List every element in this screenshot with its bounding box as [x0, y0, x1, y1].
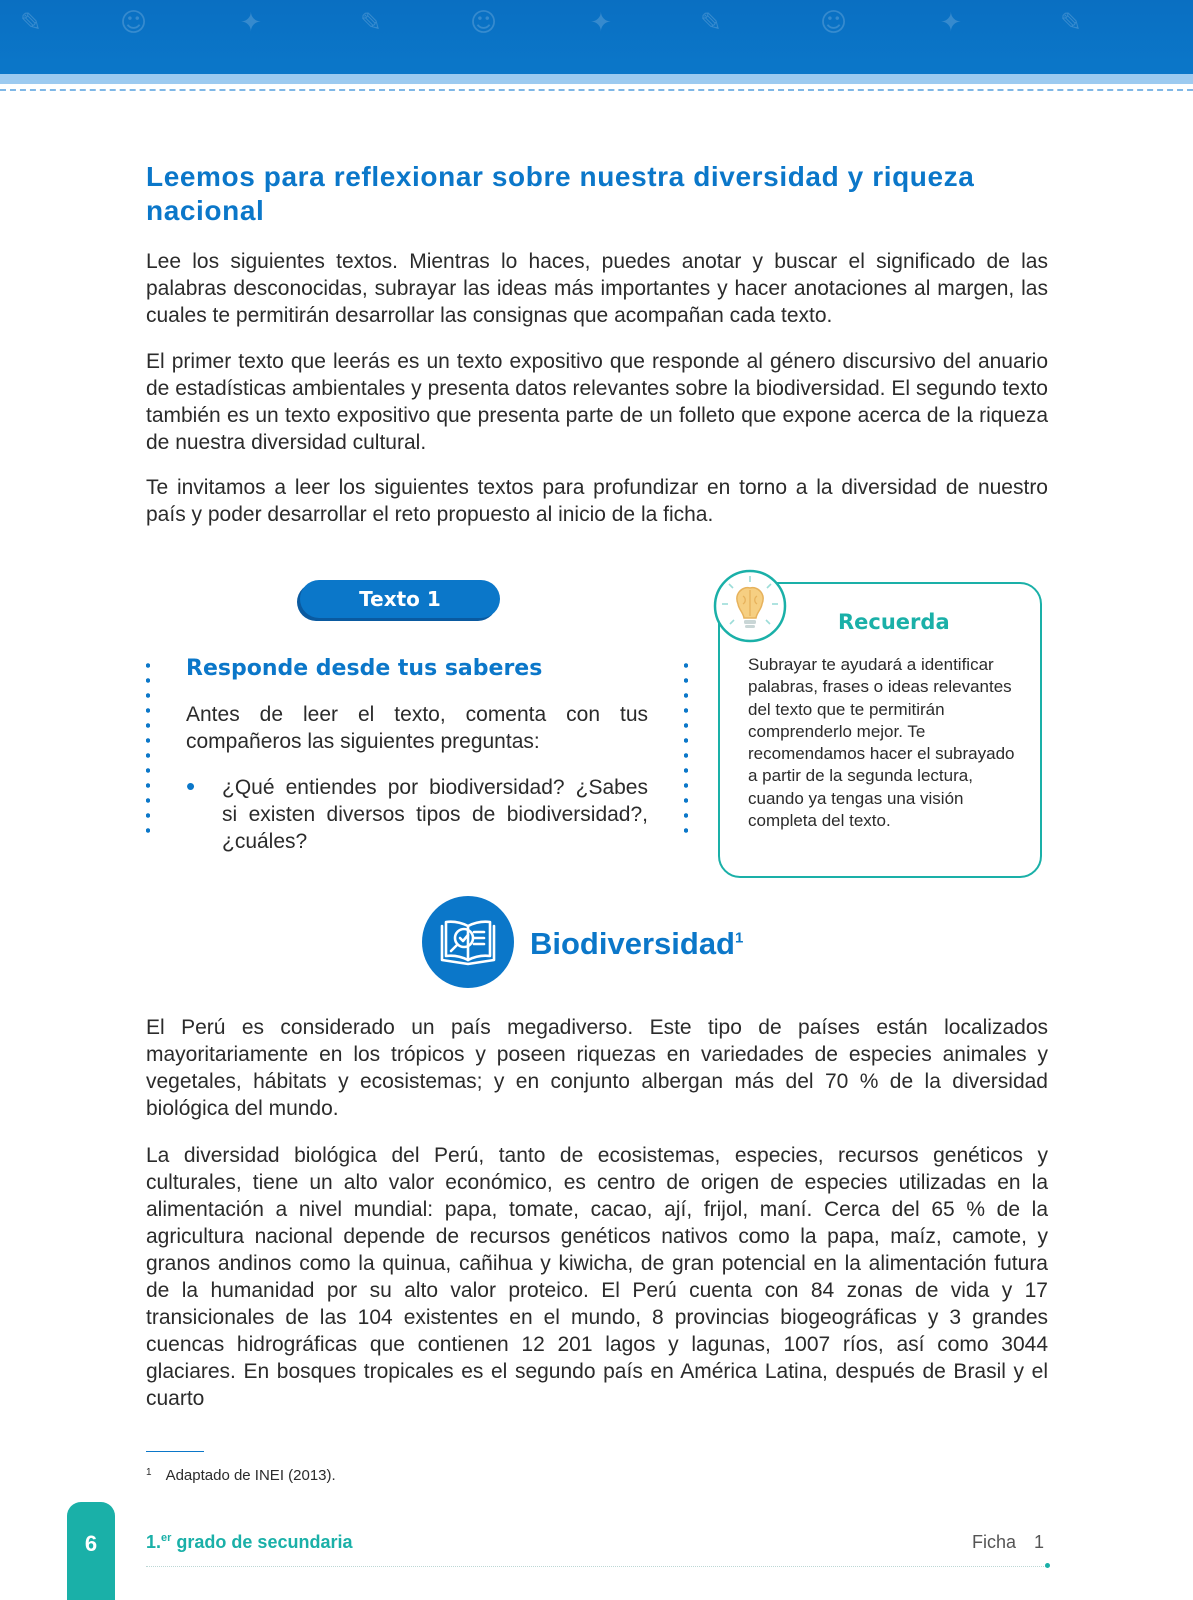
doodle-icon: ✎ [1060, 8, 1082, 38]
body-paragraph-1: El Perú es considerado un país megadiverso. Este tipo de países están localizados mayoritariamente en los trópicos y poseen riquezas en variedades de especies animales y vegetales, hábitats y ecosistemas; y en conjunto albergan más del 70 % de la diversidad biológica del mundo. [146, 1016, 1048, 1120]
doodle-icon: ☺ [470, 8, 498, 38]
doodle-icon: ☺ [820, 8, 848, 38]
responde-title: Responde desde tus saberes [186, 656, 543, 681]
doodle-icon: ☺ [120, 8, 148, 38]
section-title-text: Biodiversidad [530, 926, 735, 961]
header-dashed-rule [0, 89, 1193, 91]
page-heading: Leemos para reflexionar sobre nuestra diversidad y riqueza nacional [146, 161, 975, 226]
ficha-label [972, 1532, 1044, 1553]
intro-paragraph-3: Te invitamos a leer los siguientes textos para profundizar en torno a la diversidad de nuestro país y poder desarrollar el reto propuesto al inicio de la ficha. [146, 476, 1048, 526]
responde-question: ¿Qué entiendes por biodiversidad? ¿Sabes si existen diversos tipos de biodiversidad?, ¿cuáles? [222, 776, 648, 853]
doodle-icon: ✎ [20, 8, 42, 38]
grade-label [146, 1532, 352, 1553]
body-paragraph-2: La diversidad biológica del Perú, tanto de ecosistemas, especies, recursos genéticos y culturales, tiene un alto valor económico, es centro de origen de especies utilizadas en la alimentación a nivel mundial: papa, tomate, cacao, ají, frijol, maní. Cerca del 65 % de la agricultura nacional depende de recursos genéticos nativos como la papa, maíz, camote, y granos andinos como la quinua, cañihua y kiwicha, de gran potencial en la alimentación futura de la humanidad por su alto valor proteico. El Perú cuenta con 84 zonas de vida y 17 transicionales de las 104 existentes en el mundo, 8 provincias biogeográficas y 3 grandes cuencas hidrográficas que contienen 12 201 lagos y lagunas, 1007 ríos, así como 3044 glaciares. En bosques tropicales es el segundo país en América Latina, después de Brasil y el cuarto [146, 1144, 1048, 1410]
header-band [0, 0, 1193, 74]
footnote-mark: 1 [146, 1467, 152, 1478]
dotted-divider-left [146, 658, 150, 842]
footer-rule [146, 1566, 1048, 1567]
intro-paragraph-2: El primer texto que leerás es un texto expositivo que responde al género discursivo del anuario de estadísticas ambientales y presenta datos relevantes sobre la biodiversidad. El segundo texto también es un texto expositivo que presenta parte de un folleto que expone acerca de la riqueza de nuestra diversidad cultural. [146, 350, 1048, 454]
bullet-icon: • [186, 771, 196, 801]
recuerda-title: Recuerda [838, 610, 950, 634]
page-number: 6 [84, 1531, 98, 1556]
doodle-icon: ✎ [360, 8, 382, 38]
grade-prefix: 1. [146, 1532, 162, 1552]
recuerda-text: Subrayar te ayudará a identificar palabras, frases o ideas relevantes del texto que te permitirán comprenderlo mejor. Te recomendamos hacer el subrayado a partir de la segunda lectura, cuando ya tengas una visión completa del texto. [748, 655, 1015, 831]
footnote-rule [146, 1451, 204, 1452]
doodle-icon: ✎ [700, 8, 722, 38]
footer-dot [1045, 1563, 1050, 1568]
book-magnifier-icon [422, 896, 514, 988]
footnote [146, 1467, 336, 1484]
header-strip [0, 74, 1193, 84]
texto-label: Texto 1 [300, 580, 500, 618]
doodle-icon: ✦ [240, 8, 262, 38]
brain-lightbulb-icon [712, 568, 788, 644]
responde-intro: Antes de leer el texto, comenta con tus compañeros las siguientes preguntas: [186, 703, 648, 753]
footnote-ref: 1 [735, 929, 744, 947]
section-title [530, 926, 743, 962]
grade-rest: grado de secundaria [171, 1532, 353, 1552]
ficha-text: Ficha [972, 1532, 1017, 1552]
doodle-icon: ✦ [940, 8, 962, 38]
footnote-text: Adaptado de INEI (2013). [165, 1467, 336, 1484]
dotted-divider-right [684, 658, 688, 842]
doodle-icon: ✦ [590, 8, 612, 38]
ficha-number: 1 [1034, 1532, 1045, 1552]
intro-paragraph-1: Lee los siguientes textos. Mientras lo haces, puedes anotar y buscar el significado de las palabras desconocidas, subrayar las ideas más importantes y hacer anotaciones al margen, las cuales te permitirán desarrollar las consignas que acompañan cada texto. [146, 250, 1048, 327]
grade-sup: er [161, 1532, 172, 1544]
